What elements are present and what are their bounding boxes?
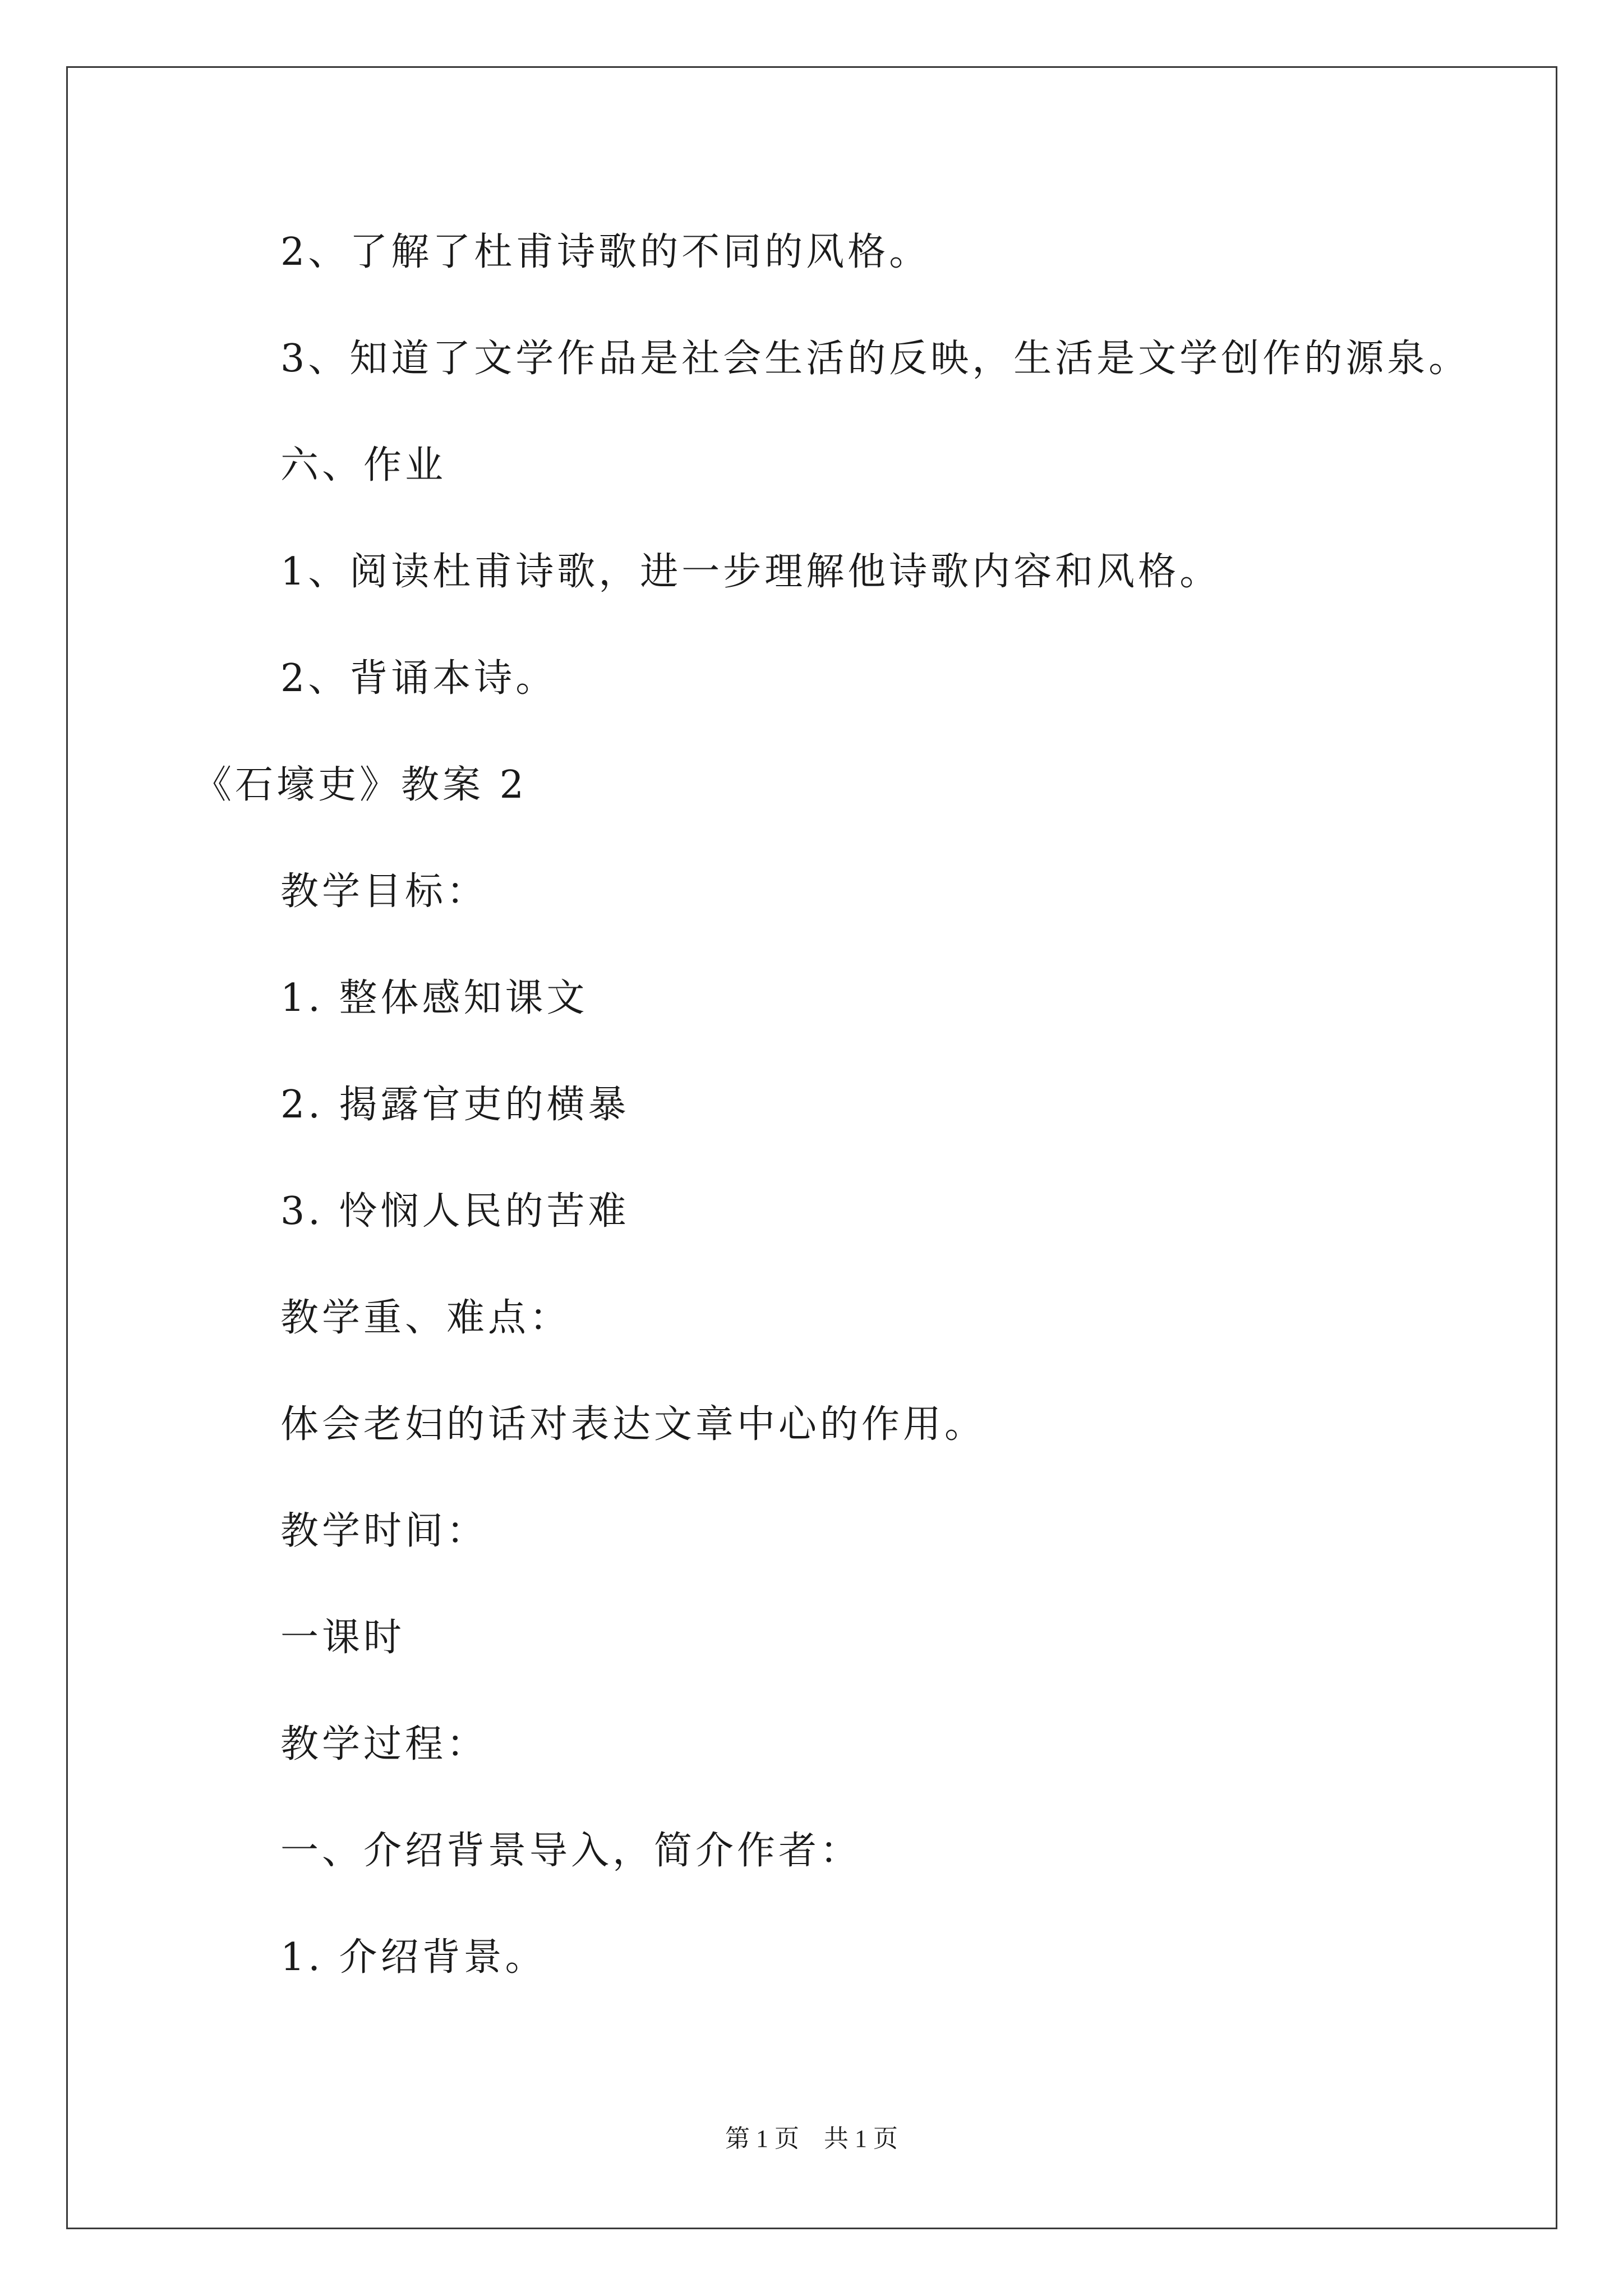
text-line: 体会老妇的话对表达文章中心的作用。 bbox=[280, 1402, 986, 1447]
section-heading: 教学重、难点： bbox=[280, 1296, 571, 1340]
section-heading: 教学时间： bbox=[280, 1509, 488, 1553]
list-item: 3. 怜悯人民的苦难 bbox=[280, 1189, 630, 1234]
text-line: 3、知道了文学作品是社会生活的反映，生活是文学创作的源泉。 bbox=[280, 337, 1470, 381]
section-heading: 六、作业 bbox=[280, 443, 447, 487]
list-item: 1. 介绍背景。 bbox=[280, 1935, 547, 1980]
section-heading: 教学目标： bbox=[280, 869, 488, 914]
page-footer: 第 1 页 共 1 页 bbox=[725, 2125, 898, 2152]
text-line: 2、了解了杜甫诗歌的不同的风格。 bbox=[280, 230, 931, 274]
page-border bbox=[66, 66, 1557, 2229]
text-line: 2、背诵本诗。 bbox=[280, 656, 557, 701]
text-line: 1、阅读杜甫诗歌，进一步理解他诗歌内容和风格。 bbox=[280, 550, 1221, 594]
section-heading: 教学过程： bbox=[280, 1722, 488, 1766]
text-line: 一课时 bbox=[280, 1616, 405, 1660]
document-title: 《石壕吏》教案 2 bbox=[193, 763, 527, 807]
text-line: 一、介绍背景导入，简介作者： bbox=[280, 1829, 862, 1873]
list-item: 2. 揭露官吏的横暴 bbox=[280, 1083, 630, 1127]
list-item: 1. 整体感知课文 bbox=[280, 976, 588, 1020]
